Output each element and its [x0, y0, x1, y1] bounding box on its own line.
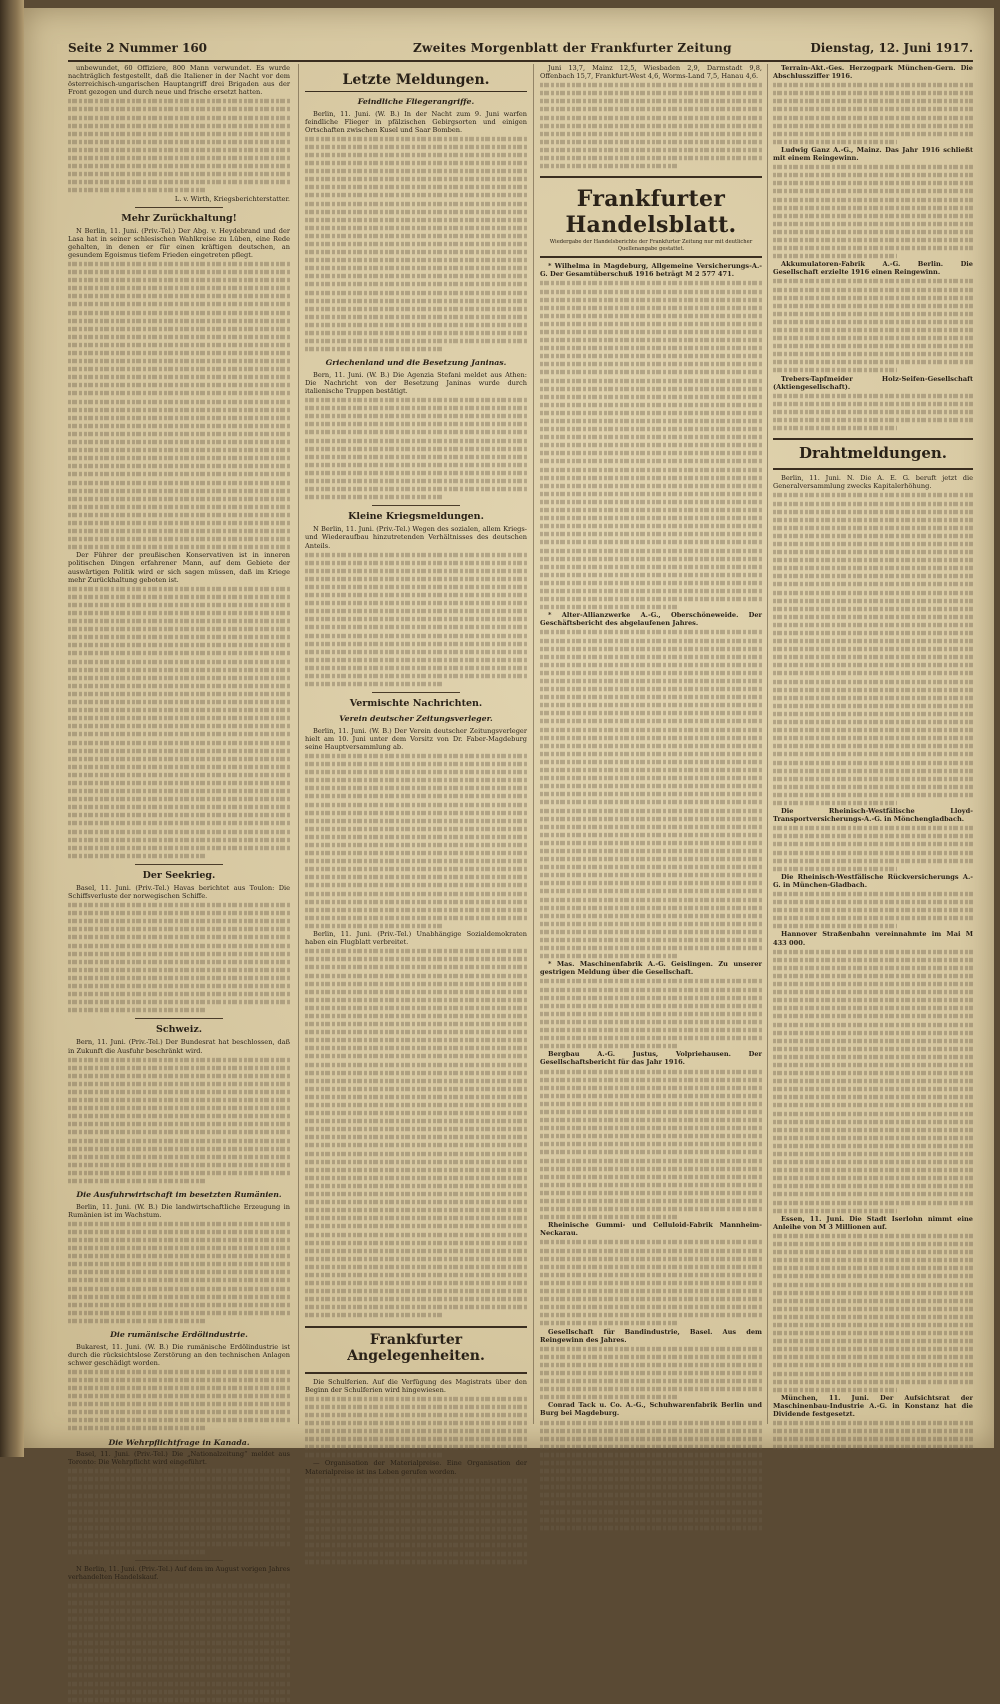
article-text: * Mas. Maschinenfabrik A.-G. Geislingen. Zu unserer gestrigen Meldung über die Gesellschaft. — [540, 960, 762, 977]
article-text: Bern, 11. Juni. (W. B.) Die Agenzia Stefani meldet aus Athen: Die Nachricht von der Besetzung Janinas wurde durch italienische Truppen bestätigt. — [305, 370, 527, 395]
text-block — [68, 901, 290, 1014]
page-number: Seite 2 Nummer 160 — [68, 41, 208, 55]
divider — [135, 1560, 224, 1561]
headline: Kleine Kriegsmeldungen. — [348, 511, 484, 523]
article-text: Bukarest, 11. Juni. (W. B.) Die rumänische Erdölindustrie ist durch die rücksichtslose Zerstörung an den technischen Anlagen schwer geschädigt worden. — [68, 1342, 290, 1367]
text-block — [68, 1220, 290, 1325]
article-text: Basel, 11. Juni. (Priv.-Tel.) Havas berichtet aus Toulon: Die Schiffsverluste der norwegischen Schiffe. — [68, 883, 290, 900]
text-block — [68, 585, 290, 860]
issue-date: Dienstag, 12. Juni 1917. — [810, 41, 973, 55]
byline: L. v. Wirth, Kriegsberichterstatter. — [174, 194, 290, 203]
text-block — [540, 628, 762, 960]
article-text: Die Schulferien. Auf die Verfügung des Magistrats über den Beginn der Schulferien wird hingewiesen. — [305, 1377, 527, 1394]
article-text: — Organisation der Materialpreise. Eine Organisation der Materialpreise ist ins Leben gerufen worden. — [305, 1459, 527, 1476]
headline: Die Wehrpflichtfrage in Kanada. — [108, 1437, 250, 1447]
section-title: Frankfurter Handelsblatt. — [565, 186, 737, 239]
section-box — [305, 1326, 527, 1374]
section-headline: Frankfurter Angelegenheiten. — [347, 1331, 485, 1364]
column-rule — [767, 64, 768, 1424]
text-block — [68, 260, 290, 551]
article-text: unbewundet, 60 Offiziere, 800 Mann verwundet. Es wurde nachträglich festgestellt, daß die Italiener in der Nacht vor dem österreichisch-ungarischen Hauptangriff drei Brigaden aus der Front gezogen und durch neue und frische ersetzt hatten. — [68, 64, 290, 97]
text-block — [305, 1477, 527, 1566]
column-rule — [298, 64, 299, 1424]
text-block — [540, 1068, 762, 1222]
text-block — [305, 752, 527, 930]
article-text: N Berlin, 11. Juni. (Priv.-Tel.) Der Abg. v. Heydebrand und der Lasa hat in seiner schlesischen Wahlkreise zu Lüben, eine Rede gehalten, in denen er für einen kräftigen deutschen, an gesundem Egoismus tiefem Frieden eingetreten pflegt. — [68, 226, 290, 259]
article-text: Die Rheinisch-Westfälische Rückversicherungs A.-G. in München-Gladbach. — [773, 872, 973, 889]
headline: Schweiz. — [155, 1024, 203, 1036]
text-block — [305, 551, 527, 689]
article-text: Der Führer der preußischen Konservativen ist in inneren politischen Dingen erfahrener Mann, auf dem Gebiete der auswärtigen Politik wird er sich sagen müssen, daß im Kriege mehr Zurückhaltung geboten ist. — [68, 551, 290, 584]
article-text: Berlin, 11. Juni. (W. B.) Der Verein deutscher Zeitungsverleger hielt am 10. Juni unter dem Vorsitz von Dr. Faber-Magdeburg seine Hauptversammlung ab. — [305, 726, 527, 751]
text-block — [305, 396, 527, 501]
article-text: Terrain-Akt.-Ges. Herzogpark München-Gern. Die Abschlussziffer 1916. — [773, 64, 973, 81]
section-headline: Letzte Meldungen. — [305, 72, 527, 92]
headline: Der Seekrieg. — [142, 869, 216, 881]
text-block — [773, 277, 973, 374]
headline: Feindliche Fliegerangriffe. — [357, 97, 475, 106]
headline: Die rumänische Erdölindustrie. — [110, 1330, 248, 1339]
article-text: Bergbau A.-G. Justus, Volpriehausen. Der Gesellschaftsbericht für das Jahr 1916. — [540, 1050, 762, 1067]
article-text: Die Rheinisch-Westfälische Lloyd-Transportversicherungs-A.-G. in Mönchengladbach. — [773, 807, 973, 824]
text-block — [773, 1232, 973, 1394]
article-text: Bern, 11. Juni. (Priv.-Tel.) Der Bundesrat hat beschlossen, daß in Zukunft die Ausfuhr beschränkt wird. — [68, 1038, 290, 1055]
article-text: * Alter-Allianzwerke A.-G., Oberschöneweide. Der Geschäftsbericht des abgelaufenen Jahres. — [540, 611, 762, 628]
text-block — [773, 890, 973, 930]
text-block — [68, 1056, 290, 1186]
headline: Vermischte Nachrichten. — [349, 698, 483, 710]
article-text: N Berlin, 11. Juni. (Priv.-Tel.) Wegen des sozialen, allem Kriegs- und Wiederaufbau hinzutretenden Verhältnisses des deutschen Anteils. — [305, 525, 527, 550]
text-block — [540, 1345, 762, 1402]
text-block — [773, 491, 973, 807]
text-block — [540, 977, 762, 1050]
text-block — [773, 824, 973, 873]
article-text: N Berlin, 11. Juni. (Priv.-Tel.) Auf dem im August vorigen Jahres verhandelten Handelskauf. — [68, 1565, 290, 1582]
article-text: Berlin, 11. Juni. (W. B.) In der Nacht zum 9. Juni warfen feindliche Flieger in pfälzischen Gebirgsorten und einigen Ortschaften zwischen Kusel und Saar Bomben. — [305, 109, 527, 134]
headline: Mehr Zurückhaltung! — [121, 212, 237, 224]
divider — [135, 207, 224, 208]
article-text: Juni 13,7, Mainz 12,5, Wiesbaden 2,9, Darmstadt 9,8, Offenbach 15,7, Frankfurt-West 4,6, Worms-Land 7,5, Hanau 4,6. — [540, 64, 762, 81]
headline: Die Ausfuhrwirtschaft im besetzten Rumänien. — [76, 1190, 282, 1200]
article-text: Basel, 11. Juni. (Priv.-Tel.) Die „Nationalzeitung“ meldet aus Toronto: Die Wehrpflicht wird eingeführt. — [68, 1450, 290, 1467]
column-rule — [533, 64, 534, 1424]
divider — [135, 1018, 224, 1019]
book-spine — [0, 0, 24, 1457]
text-block — [305, 135, 527, 354]
headline: Verein deutscher Zeitungsverleger. — [339, 714, 493, 724]
text-block — [540, 279, 762, 611]
newspaper-title: Zweites Morgenblatt der Frankfurter Zeitung — [413, 41, 732, 55]
text-block — [773, 392, 973, 432]
text-block — [773, 948, 973, 1215]
text-block — [305, 1395, 527, 1460]
text-block — [773, 163, 973, 260]
text-block — [540, 1238, 762, 1327]
article-text: Hannover Straßenbahn vereinnahmte im Mai M 433 000. — [773, 930, 973, 947]
article-text: Rheinische Gummi- und Celluloid-Fabrik Mannheim-Neckarau. — [540, 1221, 762, 1238]
section-box — [540, 176, 762, 258]
column-3 — [540, 64, 762, 1424]
column-2 — [305, 64, 527, 1476]
column-1 — [68, 64, 290, 1582]
text-block — [773, 1419, 973, 1451]
article-text: Berlin, 11. Juni. (Priv.-Tel.) Unabhängige Sozialdemokraten haben ein Flugblatt verbreitet. — [305, 930, 527, 947]
article-text: Essen, 11. Juni. Die Stadt Iserlohn nimmt eine Anleihe von M 3 Millionen auf. — [773, 1214, 973, 1231]
article-text: Ludwig Ganz A.-G., Mainz. Das Jahr 1916 schließt mit einem Reingewinn. — [773, 145, 973, 163]
divider — [372, 692, 461, 693]
text-block — [68, 97, 290, 194]
article-text: Trebers-Tapfmeider Holz-Seifen-Gesellschaft (Aktiengesellschaft). — [773, 374, 973, 391]
column-4 — [773, 64, 973, 1424]
text-block — [68, 1582, 290, 1703]
text-block — [68, 1467, 290, 1556]
text-block — [773, 81, 973, 146]
section-box — [773, 438, 973, 470]
text-block — [305, 947, 527, 1319]
article-text: Akkumulatoren-Fabrik A.-G. Berlin. Die Gesellschaft erzielte 1916 einen Reingewinn. — [773, 260, 973, 277]
divider — [135, 864, 224, 865]
section-title: Drahtmeldungen. — [798, 444, 948, 463]
article-text: Gesellschaft für Bandindustrie, Basel. Aus dem Reingewinn des Jahres. — [540, 1327, 762, 1344]
masthead — [68, 38, 973, 62]
article-text: München, 11. Juni. Der Aufsichtsrat der Maschinenbau-Industrie A.-G. in Konstanz hat die Dividende festgesetzt. — [773, 1393, 973, 1418]
article-text: Berlin, 11. Juni. (W. B.) Die landwirtschaftliche Erzeugung in Rumänien ist im Wachstum. — [68, 1202, 290, 1219]
section-subtitle: Wiedergabe der Handelsberichte der Frankfurter Zeitung nur mit deutlicher Quellenangabe gestattet. — [549, 239, 753, 252]
article-text: Berlin, 11. Juni. N. Die A. E. G. beruft jetzt die Generalversammlung zwecks Kapitalerhöhung. — [773, 474, 973, 491]
article-text: * Wilhelma in Magdeburg, Allgemeine Versicherungs-A.-G. Der Gesamtüberschuß 1916 beträgt M 2 577 471. — [540, 262, 762, 279]
text-block — [540, 1419, 762, 1532]
divider — [372, 505, 461, 506]
article-text: Conrad Tack u. Co. A.-G., Schuhwarenfabrik Berlin und Burg bei Magdeburg. — [540, 1401, 762, 1418]
text-block — [540, 81, 762, 170]
text-block — [68, 1368, 290, 1433]
headline: Griechenland und die Besetzung Janinas. — [325, 358, 507, 368]
